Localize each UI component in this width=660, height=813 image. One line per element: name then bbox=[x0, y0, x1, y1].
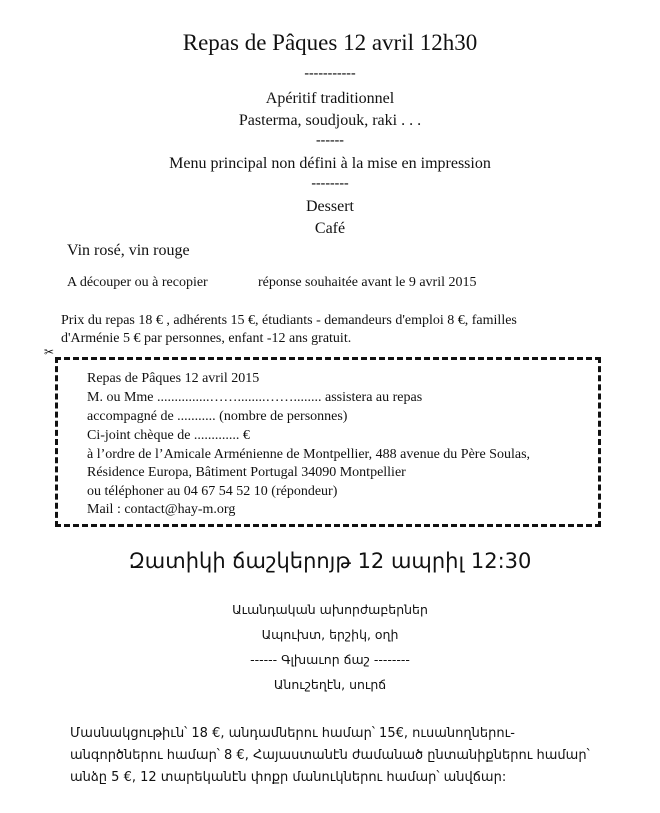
reply-deadline: réponse souhaitée avant le 9 avril 2015 bbox=[258, 275, 477, 290]
aperitif-items: Pasterma, soudjouk, raki . . . bbox=[238, 112, 422, 129]
coffee: Café bbox=[314, 220, 346, 237]
form-address-line: Résidence Europa, Bâtiment Portugal 34090 Montpellier bbox=[87, 465, 406, 480]
page-title-fr: Repas de Pâques 12 avril 12h30 bbox=[182, 30, 478, 55]
form-title: Repas de Pâques 12 avril 2015 bbox=[87, 371, 260, 386]
prices-line-2: d'Arménie 5 € par personnes, enfant -12 ans gratuit. bbox=[61, 331, 352, 346]
form-cheque-line: Ci-joint chèque de ............. € bbox=[87, 428, 250, 443]
dessert: Dessert bbox=[306, 198, 354, 215]
prices-line-1: Prix du repas 18 € , adhérents 15 €, étudiants - demandeurs d'emploi 8 €, familles bbox=[61, 313, 517, 328]
form-phone-line: ou téléphoner au 04 67 54 52 10 (répondeur) bbox=[87, 484, 338, 499]
separator: ------ bbox=[316, 133, 344, 148]
separator: ----------- bbox=[304, 66, 356, 81]
armenian-main: ------ Գլխաւոր ճաշ -------- bbox=[250, 652, 410, 667]
armenian-aperitif: Աւանդական ախորժաբերներ bbox=[232, 602, 428, 617]
wine: Vin rosé, vin rouge bbox=[67, 242, 190, 259]
cut-instructions: A découper ou à recopier bbox=[67, 275, 208, 290]
armenian-prices-line-3: անձը 5 €, 12 տարեկանէն փոքր մանուկներու համար՝ անվճար: bbox=[70, 770, 507, 785]
aperitif-heading: Apéritif traditionnel bbox=[265, 90, 395, 107]
scissors-icon: ✂ bbox=[44, 345, 55, 359]
armenian-prices-line-2: անգործներու համար՝ 8 €, Հայաստանէն ժամանած ընտանիքներու համար՝ bbox=[70, 748, 590, 763]
armenian-prices-line-1: Մասնակցութիւն՝ 18 €, անդամներու համար՝ 15€, ուսանողներու- bbox=[70, 726, 515, 741]
form-order-line: à l’ordre de l’Amicale Arménienne de Montpellier, 488 avenue du Père Soulas, bbox=[87, 447, 531, 462]
form-attendee-line: M. ou Mme ...............……........……........ assistera au repas bbox=[87, 390, 423, 405]
reply-form bbox=[55, 357, 601, 527]
form-mail-line: Mail : contact@hay-m.org bbox=[87, 502, 236, 517]
page-title-hy: Զատիկի ճաշկերոյթ 12 ապրիլ 12:30 bbox=[128, 549, 532, 573]
armenian-items: Ապուխտ, երշիկ, օղի bbox=[261, 627, 399, 642]
armenian-dessert: Անուշեղէն, սուրճ bbox=[273, 677, 387, 692]
separator: -------- bbox=[311, 176, 349, 191]
main-course: Menu principal non défini à la mise en impression bbox=[169, 155, 491, 172]
form-accompanied-line: accompagné de ........... (nombre de personnes) bbox=[87, 409, 348, 424]
